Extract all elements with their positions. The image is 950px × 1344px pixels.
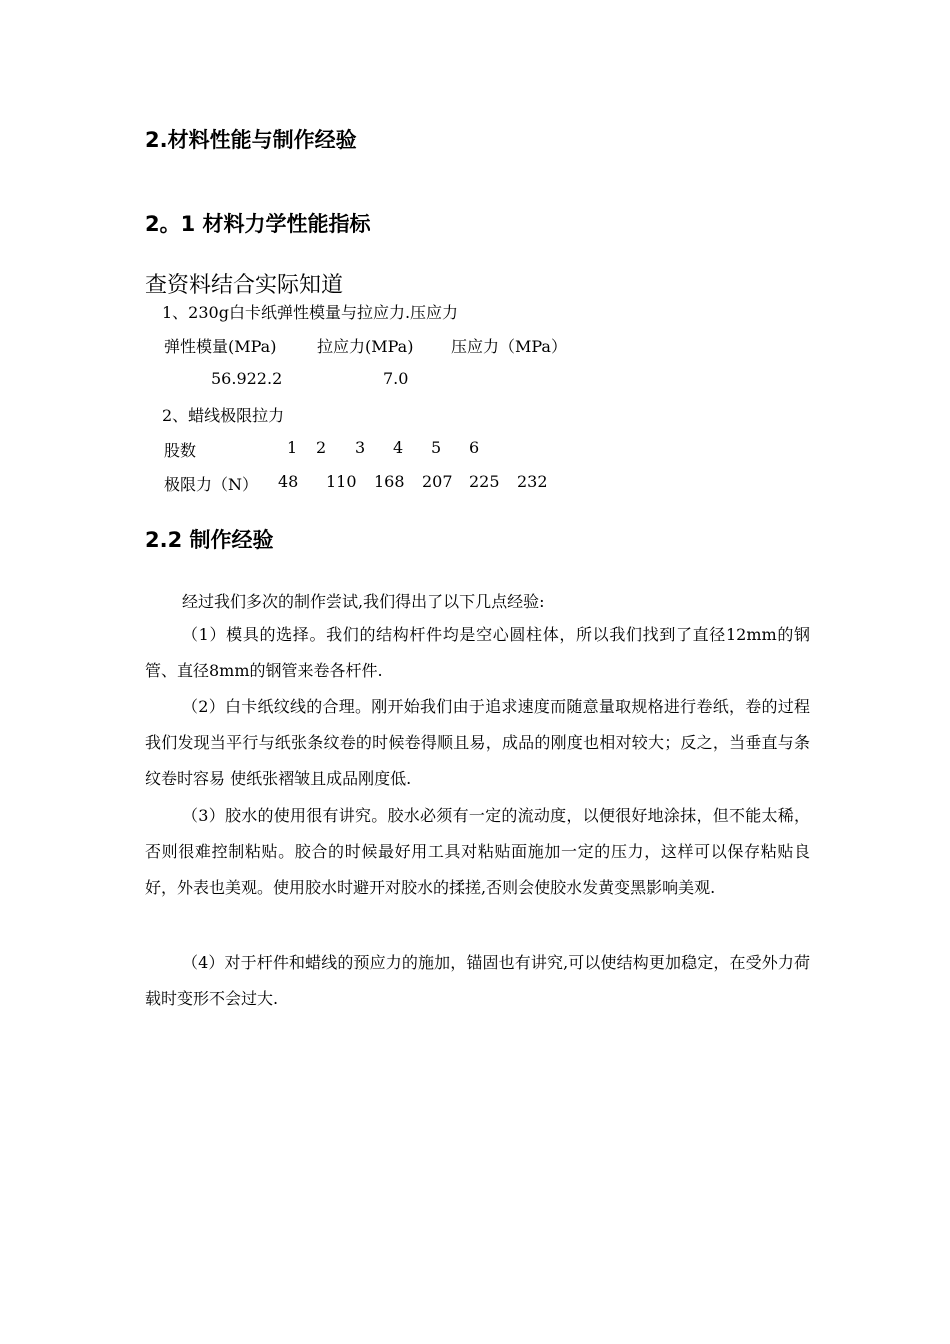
table1-header-compressive-stress: 压应力（MPa） xyxy=(451,337,567,356)
table1-header-tensile-stress: 拉应力(MPa) xyxy=(317,337,414,356)
paragraph-paper-grain: （2）白卡纸纹线的合理。刚开始我们由于追求速度而随意量取规格进行卷纸，卷的过程我们发现当平行与纸张条纹卷的时候卷得顺且易，成品的刚度也相对较大；反之，当垂直与条纹卷时容易 使纸张褶皱且成品刚度低. xyxy=(145,697,810,788)
paragraph-intro: 经过我们多次的制作尝试,我们得出了以下几点经验: xyxy=(182,592,545,611)
table1-value-tensile-stress: 7.0 xyxy=(383,369,409,388)
table2-row1-cell: 3 xyxy=(355,438,366,457)
table2-row2-cell: 48 xyxy=(278,472,299,491)
table1-value-elastic-modulus: 56.922.2 xyxy=(211,369,283,388)
section-2-1-intro: 查资料结合实际知道 xyxy=(145,273,344,298)
paragraph-mould-selection: （1）模具的选择。我们的结构杆件均是空心圆柱体，所以我们找到了直径12mm的钢管、直径8mm的钢管来卷各杆件. xyxy=(145,625,810,680)
table2-row2-cell: 225 xyxy=(469,472,500,491)
table1-header-elastic-modulus: 弹性模量(MPa) xyxy=(164,337,277,356)
table2-row1-cell: 4 xyxy=(393,438,404,457)
table2-row1-cell: 2 xyxy=(316,438,327,457)
table2-row1-cell: 1 xyxy=(287,438,298,457)
paragraph-prestress: （4）对于杆件和蜡线的预应力的施加，锚固也有讲究,可以使结构更加稳定，在受外力荷载时变形不会过大. xyxy=(145,953,810,1008)
section-2-1-heading: 2。1 材料力学性能指标 xyxy=(145,212,371,236)
table2-row2-cell: 232 xyxy=(517,472,548,491)
table2-row2-cell: 168 xyxy=(374,472,405,491)
section-2-heading: 2.材料性能与制作经验 xyxy=(145,128,357,152)
table2-row2-cell: 110 xyxy=(326,472,357,491)
table2-row1-label: 股数 xyxy=(164,441,197,460)
table2-row1-cell: 5 xyxy=(431,438,442,457)
item-2-title: 2、蜡线极限拉力 xyxy=(162,406,285,425)
table2-row2-label: 极限力（N） xyxy=(164,475,259,494)
item-1-title: 1、230g白卡纸弹性模量与拉应力.压应力 xyxy=(162,303,459,322)
section-2-2-heading: 2.2 制作经验 xyxy=(145,528,274,552)
paragraph-glue-usage: （3）胶水的使用很有讲究。胶水必须有一定的流动度，以便很好地涂抹，但不能太稀，否则很难控制粘贴。胶合的时候最好用工具对粘贴面施加一定的压力，这样可以保存粘贴良好，外表也美观。使用胶水时避开对胶水的揉搓,否则会使胶水发黄变黑影响美观. xyxy=(145,806,810,897)
table2-row1-cell: 6 xyxy=(469,438,480,457)
table2-row2-cell: 207 xyxy=(422,472,453,491)
